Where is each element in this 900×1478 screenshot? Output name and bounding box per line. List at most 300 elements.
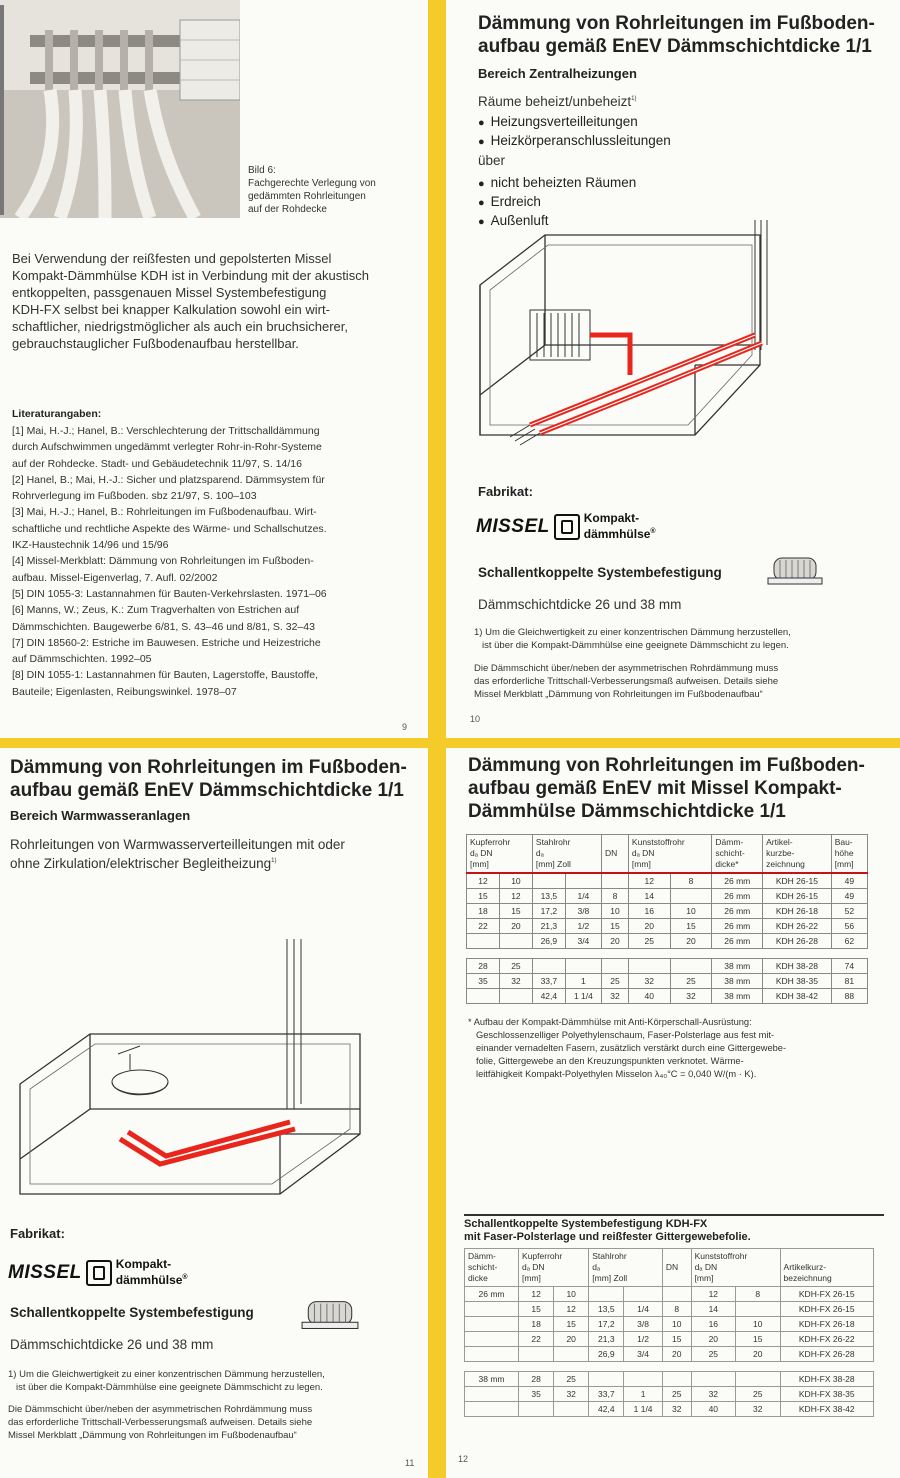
table-cell: 10 (662, 1317, 691, 1332)
table-cell: 17,2 (532, 904, 565, 919)
table-cell: 25 (601, 974, 628, 989)
photo-caption (248, 164, 423, 216)
table-cell (624, 1287, 663, 1302)
product-subtitle: Schallentkoppelte Systembefestigung (478, 565, 722, 580)
col-stahlrohr (532, 835, 601, 874)
head-line: Stahlrohr (535, 837, 571, 847)
table-cell (499, 989, 532, 1004)
head-line: Dämm- (468, 1251, 496, 1261)
table-cell: 12 (628, 873, 670, 889)
table-cell: 12 (691, 1287, 735, 1302)
missel-logo (476, 512, 656, 541)
table-row (467, 889, 868, 904)
table-cell: 20 (662, 1347, 691, 1362)
page-number: 9 (402, 722, 408, 732)
head-line: [mm] (694, 1273, 714, 1283)
table-cell: 10 (601, 904, 628, 919)
table-cell: 35 (467, 974, 500, 989)
title-line: mit Faser-Polsterlage und reißfester Gittergewebefolie. (464, 1231, 751, 1243)
table-cell: KDH-FX 26-22 (780, 1332, 873, 1347)
table-cell: 26,9 (589, 1347, 624, 1362)
table-cell (465, 1402, 519, 1417)
list-item: ● Erdreich (478, 193, 636, 212)
table-cell: 25 (554, 1372, 589, 1387)
title-line: Dämmung von Rohrleitungen im Fußboden- (478, 13, 875, 34)
col-kunststoffrohr (691, 1249, 780, 1287)
table-cell (532, 959, 565, 974)
table-cell: 15 (467, 889, 500, 904)
note-line: Geschlossenzelliger Polyethylenschaum, Faser-Polsterlage aus fest mit- (476, 1030, 775, 1040)
table-cell: 26,9 (532, 934, 565, 949)
table-row (465, 1347, 874, 1362)
footnote-line: ist über die Kompakt-Dämmhülse eine geeignete Dämmschicht zu legen. (16, 1382, 323, 1393)
table-cell: KDH 38-28 (763, 959, 832, 974)
product-line: dämmhülse (583, 527, 651, 541)
table-cell: KDH 26-28 (763, 934, 832, 949)
table-row (467, 934, 868, 949)
text-line: Rohrleitungen von Warmwasserverteilleitungen mit oder (10, 837, 345, 852)
table-cell (499, 934, 532, 949)
table-cell: KDH-FX 26-15 (780, 1302, 873, 1317)
table-row (465, 1387, 874, 1402)
table-cell: 25 (691, 1347, 735, 1362)
col-daemmschicht (465, 1249, 519, 1287)
head-line: Stahlrohr (592, 1251, 627, 1261)
head-line: schicht- (715, 848, 745, 858)
table-row (465, 1332, 874, 1347)
table-spacer (465, 1362, 874, 1372)
literature-list (12, 423, 422, 700)
head-line: Kupferrohr (470, 837, 511, 847)
lit-line: Rohrverlegung im Fußboden. sbz 21/97, S. 100–103 (12, 490, 257, 503)
thickness-text: Dämmschichtdicke 26 und 38 mm (478, 597, 682, 612)
table-cell: 49 (831, 873, 867, 889)
table-cell: 16 (628, 904, 670, 919)
heating-room-diagram (470, 215, 810, 450)
col-bauhoehe (831, 835, 867, 874)
col-kupferrohr (467, 835, 533, 874)
caption-line: Fachgerechte Verlegung von (248, 178, 376, 189)
kdh-table (466, 834, 868, 1004)
page-11 (0, 748, 428, 1478)
table-cell: 25 (499, 959, 532, 974)
table-cell (601, 959, 628, 974)
table-cell: 25 (670, 974, 712, 989)
col-stahl-dn (662, 1249, 691, 1287)
page-12 (446, 748, 900, 1478)
lit-line: auf Dämmschichten. 1992–05 (12, 653, 152, 666)
table-cell: 20 (736, 1347, 781, 1362)
table-cell (467, 989, 500, 1004)
product-name (116, 1258, 188, 1287)
kdh-fx-table-body-26 (465, 1287, 874, 1362)
table-cell: 26 mm (712, 889, 763, 904)
table-cell: KDH-FX 38-35 (780, 1387, 873, 1402)
table-cell: 1 (565, 974, 601, 989)
fabrikat-label: Fabrikat: (478, 484, 533, 499)
footnote-line: das erforderliche Trittschall-Verbesserungsmaß aufweisen. Details siehe (8, 1417, 313, 1428)
table-cell: 3/8 (624, 1317, 663, 1332)
title-line: Dämmung von Rohrleitungen im Fußboden- (10, 757, 407, 778)
head-line: dicke (468, 1273, 488, 1283)
table-cell: 1 1/4 (624, 1402, 663, 1417)
kdh-table-body-26 (467, 873, 868, 949)
table-cell: 12 (554, 1302, 589, 1317)
table-cell: 15 (519, 1302, 554, 1317)
table-cell (519, 1402, 554, 1417)
list-item: ● Heizungsverteilleitungen (478, 113, 671, 132)
col-artikel (780, 1249, 873, 1287)
footnote-details (474, 662, 894, 701)
table-cell: 26 mm (712, 919, 763, 934)
footnote-line: 1) Um die Gleichwertigkeit zu einer konzentrischen Dämmung herzustellen, (8, 1369, 325, 1380)
head-line: DN (665, 1262, 679, 1272)
note-line: * Aufbau der Kompakt-Dämmhülse mit Anti-Körperschall-Ausrüstung: (468, 1017, 752, 1027)
table-cell: 13,5 (589, 1302, 624, 1317)
table-cell: 3/4 (565, 934, 601, 949)
table-cell: 20 (499, 919, 532, 934)
intro-line: Bei Verwendung der reißfesten und gepolsterten Missel (12, 251, 332, 266)
footnote (8, 1368, 423, 1394)
col-stahl-dn (601, 835, 628, 874)
table-cell: 32 (691, 1387, 735, 1402)
table-cell: 22 (467, 919, 500, 934)
table-cell: KDH 26-15 (763, 889, 832, 904)
product-line: dämmhülse (115, 1273, 183, 1287)
table-cell: 20 (554, 1332, 589, 1347)
table-cell: 20 (628, 919, 670, 934)
table-cell: 25 (736, 1387, 781, 1402)
fastener-product-icon (300, 1294, 360, 1334)
product-subtitle: Schallentkoppelte Systembefestigung (10, 1305, 254, 1320)
table-cell: 26 mm (712, 904, 763, 919)
col-artikel (763, 835, 832, 874)
lit-line: [1] Mai, H.-J.; Hanel, B.: Verschlechterung der Trittschalldämmung (12, 425, 320, 437)
title-line: aufbau gemäß EnEV Dämmschichtdicke 1/1 (478, 36, 872, 57)
footnote-ref: 1) (271, 858, 277, 864)
table-cell: 1/4 (565, 889, 601, 904)
head-line: Dämm- (715, 837, 744, 847)
lit-line: auf der Rohdecke. Stadt- und Gebäudetechnik 11/97, S. 14/16 (12, 457, 302, 470)
table-cell (465, 1332, 519, 1347)
table-cell: 3/4 (624, 1347, 663, 1362)
kdh-fx-table-body-38 (465, 1372, 874, 1417)
head-line: [mm] (522, 1273, 541, 1283)
note-line: leitfähigkeit Kompakt-Polyethylen Misselon λ₄₀°C = 0,040 W/(m · K). (476, 1069, 757, 1079)
table-cell (519, 1347, 554, 1362)
over-label: über (478, 153, 506, 168)
table-cell: 8 (670, 873, 712, 889)
table-cell: KDH-FX 26-28 (780, 1347, 873, 1362)
table-cell: 20 (601, 934, 628, 949)
table-cell (554, 1402, 589, 1417)
table-cell: 40 (691, 1402, 735, 1417)
head-line: [mm] Zoll (535, 859, 571, 869)
table-cell: 33,7 (589, 1387, 624, 1402)
footnote-line: Die Dämmschicht über/neben der asymmetrischen Rohrdämmung muss (8, 1404, 313, 1415)
table-cell: 26 mm (712, 873, 763, 889)
table-cell: 32 (499, 974, 532, 989)
table-cell: 62 (831, 934, 867, 949)
table-cell: 15 (662, 1332, 691, 1347)
table-cell: 42,4 (532, 989, 565, 1004)
product-line: Kompakt- (115, 1257, 172, 1271)
missel-logo (8, 1258, 188, 1287)
page-title (10, 756, 425, 802)
table-cell (589, 1372, 624, 1387)
table-cell: 15 (499, 904, 532, 919)
table-cell: 1/2 (624, 1332, 663, 1347)
section-heading: Bereich Zentralheizungen (478, 66, 637, 81)
note-line: einander vernadelten Fasern, zusätzlich verstärkt durch eine Gittergewebe- (476, 1043, 787, 1053)
table-cell: 10 (554, 1287, 589, 1302)
head-line: [mm] (631, 859, 651, 869)
table-cell: 1 1/4 (565, 989, 601, 1004)
table-cell (467, 934, 500, 949)
table-cell: 52 (831, 904, 867, 919)
footnote-line: Missel Merkblatt „Dämmung von Rohrleitungen im Fußbodenaufbau“ (474, 689, 763, 700)
table-cell: KDH 26-15 (763, 873, 832, 889)
pipe-installation-photo (0, 0, 240, 218)
table-cell: 1/4 (624, 1302, 663, 1317)
table-note (468, 1016, 888, 1081)
kdh-fx-table (464, 1248, 874, 1417)
footnote-line: 1) Um die Gleichwertigkeit zu einer konzentrischen Dämmung herzustellen, (474, 627, 791, 638)
table-cell (532, 873, 565, 889)
head-line: [mm] (470, 859, 489, 869)
head-line: Artikel- (766, 837, 793, 847)
table-cell (565, 873, 601, 889)
table-cell: 38 mm (712, 959, 763, 974)
list-item: ● nicht beheizten Räumen (478, 174, 636, 193)
head-line: dₐ DN (470, 848, 493, 858)
table-row (467, 919, 868, 934)
table-cell (736, 1302, 781, 1317)
table-cell: 32 (736, 1402, 781, 1417)
head-line: dₐ (592, 1262, 601, 1272)
title-line: aufbau gemäß EnEV Dämmschichtdicke 1/1 (10, 780, 404, 801)
table-cell: 33,7 (532, 974, 565, 989)
lit-line: aufbau. Missel-Eigenverlag, 7. Aufl. 02/2002 (12, 571, 218, 584)
lit-line: [2] Hanel, B.; Mai, H.-J.: Sicher und platzsparend. Dämmsystem für (12, 473, 325, 486)
table-cell: 88 (831, 989, 867, 1004)
fastener-product-icon (766, 552, 824, 588)
intro-paragraph (12, 250, 422, 352)
footnote-line: Missel Merkblatt „Dämmung von Rohrleitungen im Fußbodenaufbau“ (8, 1430, 297, 1441)
product-line: Kompakt- (583, 511, 640, 525)
table-cell: 12 (499, 889, 532, 904)
lit-line: [3] Mai, H.-J.; Hanel, B.: Rohrleitungen im Fußbodenaufbau. Wirt- (12, 506, 317, 519)
head-line: kurzbe- (766, 848, 795, 858)
table-row (467, 974, 868, 989)
table-cell: 42,4 (589, 1402, 624, 1417)
table-cell: 32 (670, 989, 712, 1004)
table-cell (662, 1287, 691, 1302)
col-stahlrohr (589, 1249, 663, 1287)
lit-line: durch Aufschwimmen ungedämmt verlegter Rohr-in-Rohr-Systeme (12, 441, 322, 454)
table-cell: 15 (736, 1332, 781, 1347)
table-cell: 40 (628, 989, 670, 1004)
table-cell: 18 (519, 1317, 554, 1332)
caption-line: auf der Rohdecke (248, 204, 327, 215)
brand-name: MISSEL (476, 515, 550, 537)
table-cell: 21,3 (589, 1332, 624, 1347)
table-cell: 38 mm (712, 989, 763, 1004)
table-cell: 49 (831, 889, 867, 904)
footnote-line: das erforderliche Trittschall-Verbesserungsmaß aufweisen. Details siehe (474, 676, 779, 687)
table-cell: 15 (670, 919, 712, 934)
product-name (584, 512, 656, 541)
table-cell: KDH 38-42 (763, 989, 832, 1004)
rooms-line (478, 91, 636, 110)
table-cell (628, 959, 670, 974)
page-number: 10 (470, 714, 481, 724)
table-row (467, 959, 868, 974)
head-line: dₐ DN (694, 1262, 718, 1272)
product-badge-icon (554, 514, 580, 540)
head-line: Kunststoffrohr (631, 837, 685, 847)
table-cell: 25 (628, 934, 670, 949)
table-cell (691, 1372, 735, 1387)
table-cell: 32 (628, 974, 670, 989)
text-line: ohne Zirkulation/elektrischer Begleitheizung (10, 855, 272, 871)
table-cell: 18 (467, 904, 500, 919)
title-line: Dämmhülse Dämmschichtdicke 1/1 (468, 801, 786, 822)
page-title (478, 12, 898, 58)
table-cell: 32 (662, 1402, 691, 1417)
head-line: dₐ DN (631, 848, 655, 858)
table-cell: 56 (831, 919, 867, 934)
table-cell (565, 959, 601, 974)
table-row (467, 873, 868, 889)
table-cell (670, 889, 712, 904)
table-cell: 10 (736, 1317, 781, 1332)
water-room-diagram (10, 934, 380, 1204)
page-9 (0, 0, 428, 738)
table-cell: KDH 26-18 (763, 904, 832, 919)
table-cell: 32 (554, 1387, 589, 1402)
table-cell: 17,2 (589, 1317, 624, 1332)
intro-line: Kompakt-Dämmhülse KDH ist in Verbindung mit der akustisch (12, 268, 369, 283)
caption-line: Bild 6: (248, 165, 276, 176)
table-row (465, 1287, 874, 1302)
lit-line: IKZ-Haustechnik 14/96 und 15/96 (12, 539, 169, 552)
col-daemmschicht (712, 835, 763, 874)
table-cell: 28 (467, 959, 500, 974)
table-cell: 22 (519, 1332, 554, 1347)
table-cell: 38 mm (712, 974, 763, 989)
title-line: aufbau gemäß EnEV mit Missel Kompakt- (468, 778, 842, 799)
table-cell: 8 (662, 1302, 691, 1317)
table-cell: 1 (624, 1387, 663, 1402)
section-heading: Bereich Warmwasseranlagen (10, 808, 191, 823)
table-cell: 1/2 (565, 919, 601, 934)
section-text (10, 836, 425, 872)
table-cell: 15 (554, 1317, 589, 1332)
table-row (465, 1317, 874, 1332)
table-cell: KDH-FX 26-15 (780, 1287, 873, 1302)
table-cell: 28 (519, 1372, 554, 1387)
page-10 (446, 0, 900, 738)
table-cell: 26 mm (712, 934, 763, 949)
table-cell: 12 (467, 873, 500, 889)
table-cell: 10 (499, 873, 532, 889)
table-cell: KDH-FX 38-28 (780, 1372, 873, 1387)
head-line: zeichnung (766, 859, 805, 869)
head-line: dₐ (535, 848, 544, 858)
kdh-table-body-38 (467, 959, 868, 1004)
table-row (465, 1372, 874, 1387)
lit-line: [6] Manns, W.; Zeus, K.: Zum Tragverhalten von Estrichen auf (12, 604, 300, 617)
head-line: Bau- (834, 837, 853, 847)
page-title (468, 754, 898, 823)
thickness-text: Dämmschichtdicke 26 und 38 mm (10, 1337, 214, 1352)
footnote (474, 626, 894, 652)
intro-line: gebrauchstauglicher Fußbodenaufbau herstellbar. (12, 336, 299, 351)
table-row (465, 1302, 874, 1317)
table-cell (589, 1287, 624, 1302)
page-number: 11 (405, 1458, 415, 1468)
title-line: Dämmung von Rohrleitungen im Fußboden- (468, 755, 865, 776)
table-cell: 16 (691, 1317, 735, 1332)
table-cell (624, 1372, 663, 1387)
table-cell: 21,3 (532, 919, 565, 934)
table-cell: 14 (691, 1302, 735, 1317)
table-cell: 25 (662, 1387, 691, 1402)
bullet-list (478, 113, 671, 151)
table-cell: 74 (831, 959, 867, 974)
table-cell: 8 (736, 1287, 781, 1302)
col-kupferrohr (519, 1249, 589, 1287)
rooms-text: Räume beheizt/unbeheizt (478, 93, 632, 109)
fx-table-title (464, 1214, 884, 1244)
table-cell: KDH-FX 26-18 (780, 1317, 873, 1332)
table-cell (465, 1302, 519, 1317)
lit-line: Bauteile; Eigenlasten, Reibungswinkel. 1978–07 (12, 685, 237, 698)
lit-line: Dämmschichten. Baugewerbe 6/81, S. 43–46 und 8/81, S. 32–43 (12, 620, 315, 633)
lit-line: [7] DIN 18560-2: Estriche im Bauwesen. Estriche und Heizestriche (12, 636, 321, 649)
head-line: [mm] Zoll (592, 1273, 628, 1283)
head-line: schicht- (468, 1262, 498, 1272)
table-cell (601, 873, 628, 889)
table-cell: KDH 38-35 (763, 974, 832, 989)
footnote-ref: 1) (631, 96, 637, 102)
head-line: Kunststoffrohr (694, 1251, 748, 1261)
table-cell: 8 (601, 889, 628, 904)
lit-line: schaftliche und rechtliche Aspekte des Wärme- und Schallschutzes. (12, 522, 327, 535)
intro-line: entkoppelten, passgenauen Missel Systembefestigung (12, 285, 327, 300)
intro-line: KDH-FX selbst bei knapper Kalkulation sowohl ein wirt- (12, 302, 330, 317)
table-cell: 81 (831, 974, 867, 989)
table-cell: KDH-FX 38-42 (780, 1402, 873, 1417)
table-cell: 3/8 (565, 904, 601, 919)
head-line: DN (604, 848, 618, 858)
table-cell: 14 (628, 889, 670, 904)
table-cell: 20 (691, 1332, 735, 1347)
table-row (465, 1402, 874, 1417)
caption-line: gedämmten Rohrleitungen (248, 191, 366, 202)
table-cell: 35 (519, 1387, 554, 1402)
footnote-details (8, 1403, 423, 1442)
lit-line: [4] Missel-Merkblatt: Dämmung von Rohrleitungen im Fußboden- (12, 555, 314, 568)
title-line: Schallentkoppelte Systembefestigung KDH-FX (464, 1218, 708, 1230)
table-row (467, 989, 868, 1004)
literature-title: Literaturangaben: (12, 408, 102, 420)
table-cell: 38 mm (465, 1372, 519, 1387)
table-row (467, 904, 868, 919)
head-line: höhe (834, 848, 854, 858)
registered-mark: ® (650, 528, 656, 535)
